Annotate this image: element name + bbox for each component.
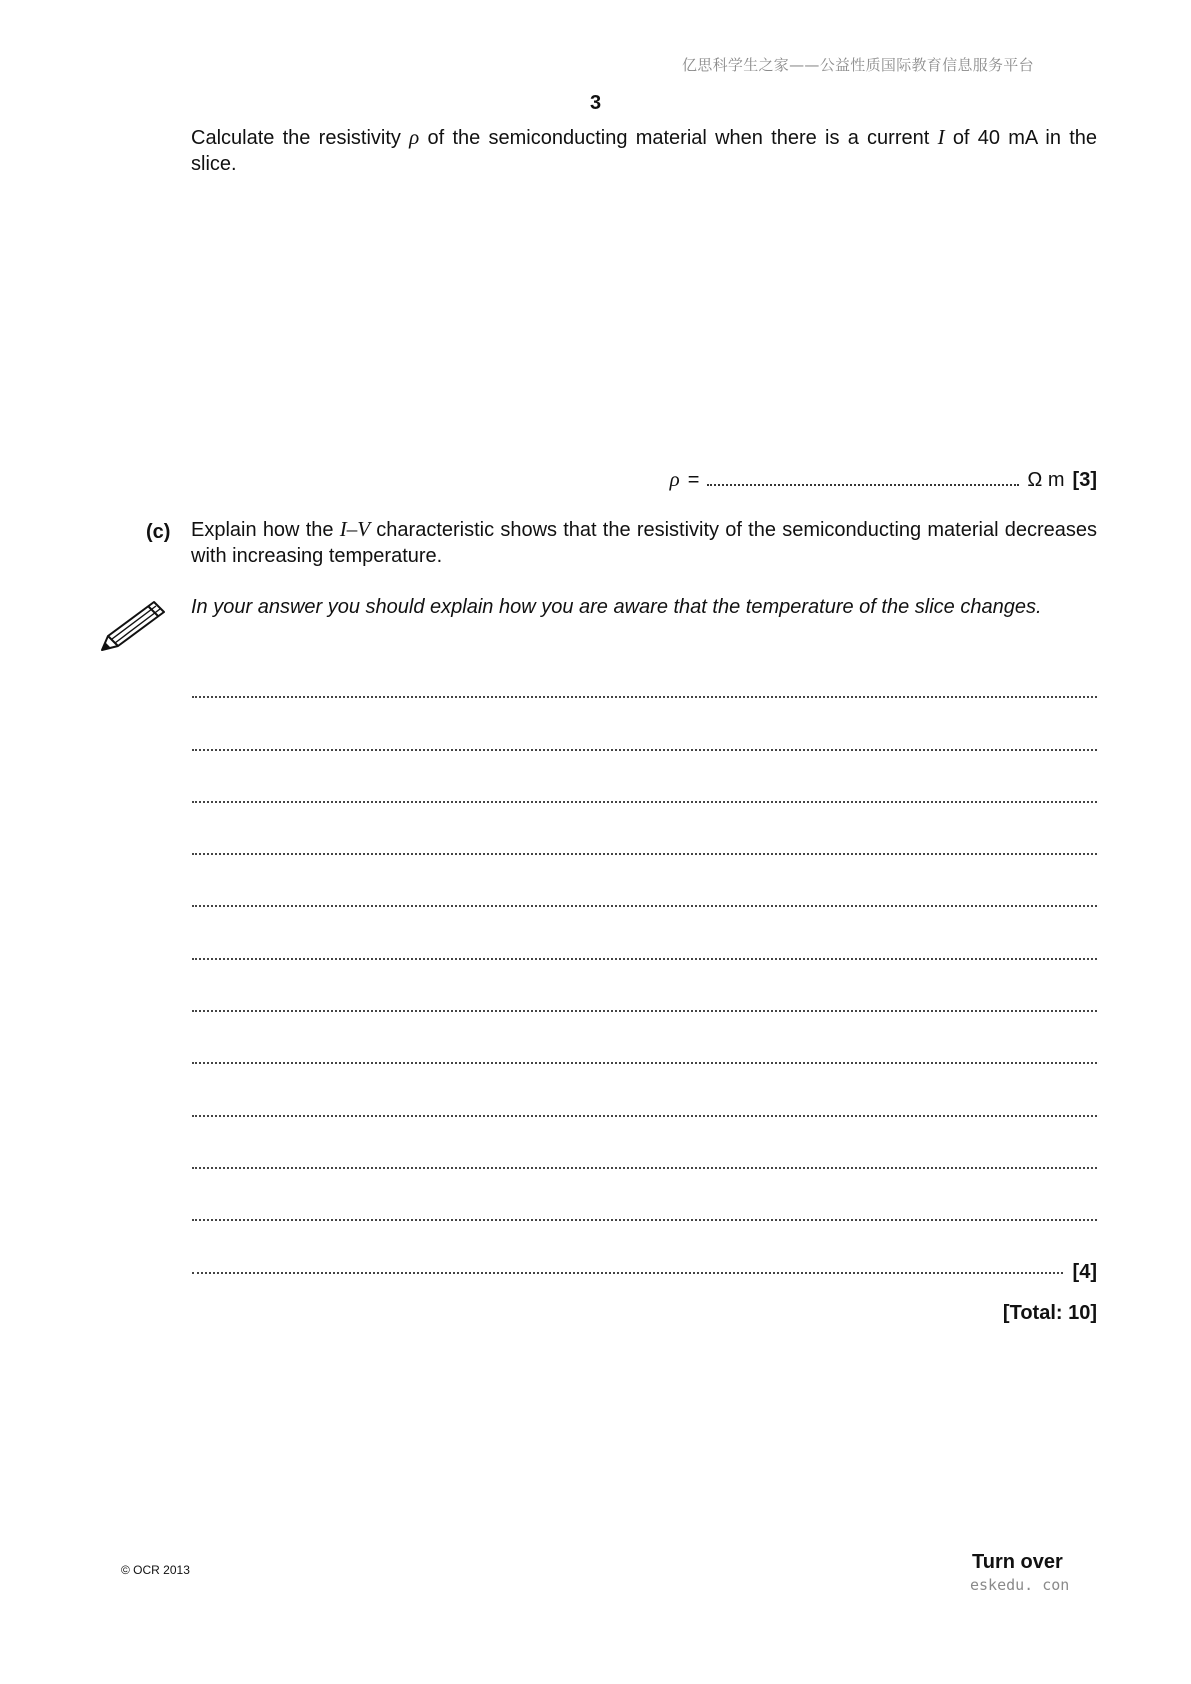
iv-symbol: I–V bbox=[339, 517, 371, 541]
answer-line[interactable] bbox=[192, 982, 1097, 1034]
question-b-prefix: Calculate the resistivity bbox=[191, 127, 410, 149]
answer-lines bbox=[192, 668, 1097, 1296]
answer-line[interactable] bbox=[192, 1086, 1097, 1138]
answer-line[interactable] bbox=[192, 720, 1097, 772]
answer-line[interactable] bbox=[192, 825, 1097, 877]
rho-answer-marks: [3] bbox=[1072, 469, 1097, 491]
question-c-prefix: Explain how the bbox=[191, 519, 340, 541]
part-c-label: (c) bbox=[146, 521, 171, 543]
answer-line[interactable] bbox=[192, 877, 1097, 929]
part-c-marks: [4] bbox=[1072, 1260, 1097, 1283]
copyright: © OCR 2013 bbox=[121, 1563, 190, 1577]
rho-answer-symbol: ρ bbox=[669, 467, 680, 491]
answer-line[interactable] bbox=[192, 668, 1097, 720]
question-b-text bbox=[191, 124, 1097, 177]
turn-over: Turn over bbox=[972, 1551, 1063, 1573]
rho-answer-equals: = bbox=[687, 469, 700, 491]
question-c-instruction: In your answer you should explain how you are aware that the temperature of the slice changes. bbox=[191, 596, 1042, 618]
question-c-suffix: characteristic shows that the resistivity of the semiconducting material decreases with increasing temperature. bbox=[191, 519, 1098, 567]
page-number: 3 bbox=[589, 92, 602, 114]
watermark-bottom: eskedu. con bbox=[970, 1576, 1070, 1594]
watermark-top: 亿思科学生之家——公益性质国际教育信息服务平台 bbox=[682, 56, 1034, 74]
answer-line-final[interactable] bbox=[192, 1243, 1097, 1295]
rho-answer-unit: Ω m bbox=[1027, 469, 1065, 491]
answer-line[interactable] bbox=[192, 929, 1097, 981]
question-c-text bbox=[191, 516, 1097, 569]
question-b-suffix: of 40 mA in the slice. bbox=[191, 127, 1098, 175]
answer-line[interactable] bbox=[192, 773, 1097, 825]
rho-answer-line bbox=[670, 467, 1097, 492]
answer-line[interactable] bbox=[192, 1191, 1097, 1243]
answer-line[interactable] bbox=[192, 1139, 1097, 1191]
rho-answer-field[interactable] bbox=[707, 468, 1019, 486]
rho-symbol: ρ bbox=[409, 125, 420, 149]
pencil-icon bbox=[98, 598, 168, 654]
total-marks: [Total: 10] bbox=[1002, 1302, 1097, 1324]
answer-line[interactable] bbox=[192, 1034, 1097, 1086]
question-b-middle: of the semiconducting material when there is a current bbox=[419, 127, 938, 149]
current-symbol: I bbox=[937, 125, 945, 149]
